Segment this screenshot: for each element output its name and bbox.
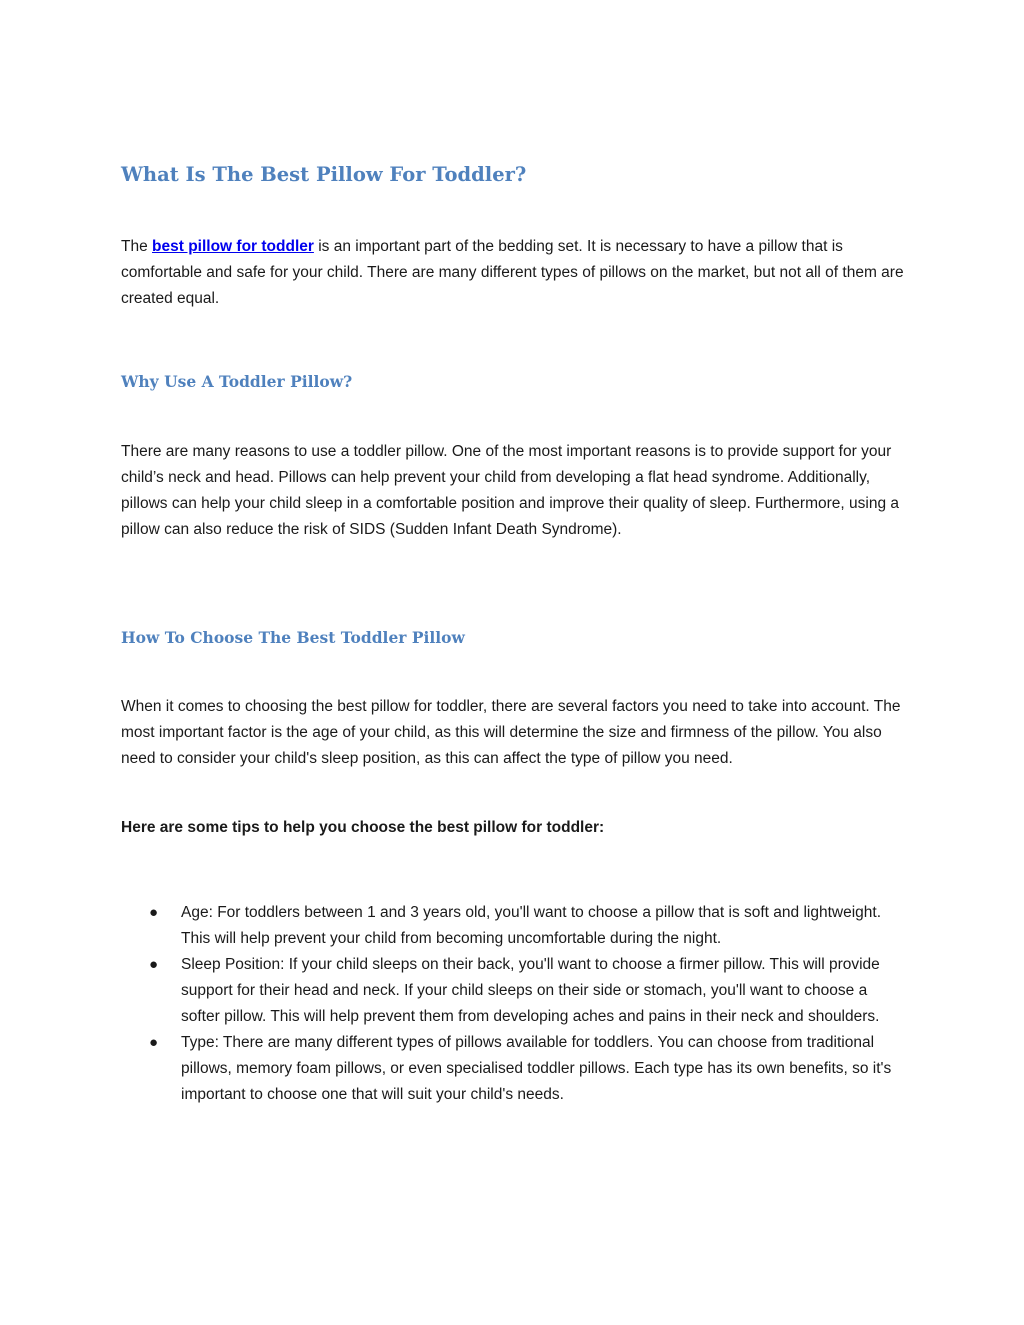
bullet-icon: ●	[149, 904, 159, 921]
bullet-icon: ●	[149, 1034, 159, 1051]
tips-intro: Here are some tips to help you choose the best pillow for toddler:	[121, 819, 605, 836]
intro-paragraph	[121, 234, 911, 312]
bullet-icon: ●	[149, 956, 159, 973]
best-pillow-link[interactable]: best pillow for toddler	[152, 238, 314, 255]
tip-text: Age: For toddlers between 1 and 3 years old, you'll want to choose a pillow that is soft and lightweight. This will help prevent your child from becoming uncomfortable during the night.	[181, 904, 882, 947]
intro-prefix: The	[121, 238, 153, 255]
tip-text: Type: There are many different types of pillows available for toddlers. You can choose from traditional pillows, memory foam pillows, or even specialised toddler pillows. Each type has its own benefits, so it's important to choose one that will suit your child's needs.	[181, 1034, 892, 1103]
tips-list	[121, 900, 911, 1108]
tip-text: Sleep Position: If your child sleeps on their back, you'll want to choose a firmer pillow. This will provide support for their head and neck. If your child sleeps on their side or stomach, you'll want to choose a softer pillow. This will help prevent them from developing aches and pains in their neck and shoulders.	[181, 956, 880, 1025]
list-item	[121, 900, 901, 952]
intro-suffix: is an important part of the bedding set. It is necessary to have a pillow that is comfortable and safe for your child. There are many different types of pillows on the market, but not all of them are created equal.	[121, 238, 904, 307]
list-item	[121, 952, 901, 1030]
page-title: What Is The Best Pillow For Toddler?	[121, 163, 527, 186]
why-paragraph: There are many reasons to use a toddler pillow. One of the most important reasons is to provide support for your child’s neck and head. Pillows can help prevent your child from developing a flat head syndrome. Additionally, pillows can help your child sleep in a comfortable position and improve their quality of sleep. Furthermore, using a pillow can also reduce the risk of SIDS (Sudden Infant Death Syndrome).	[121, 443, 899, 538]
how-heading: How To Choose The Best Toddler Pillow	[121, 628, 465, 647]
list-item	[121, 1030, 901, 1108]
why-heading: Why Use A Toddler Pillow?	[121, 372, 353, 391]
how-paragraph: When it comes to choosing the best pillow for toddler, there are several factors you need to take into account. The most important factor is the age of your child, as this will determine the size and firmness of the pillow. You also need to consider your child's sleep position, as this can affect the type of pillow you need.	[121, 698, 901, 767]
